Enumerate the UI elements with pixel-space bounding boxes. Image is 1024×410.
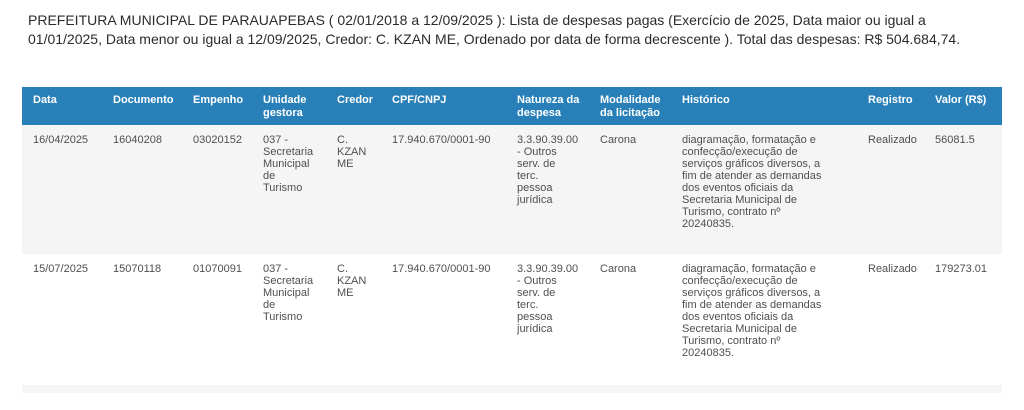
cell-data: 16/04/2025 [22,125,102,254]
column-header-credor: Credor [326,87,381,125]
cell-natureza-da-despesa: 3.3.90.39.00 - Outros serv. de terc. pessoa jurídica [506,254,589,383]
table-row-partial [22,385,1002,393]
cell-historico: diagramação, formatação e confecção/execução de serviços gráficos diversos, a fim de atender as demandas dos eventos oficiais da Secretaria Municipal de Turismo, contrato nº 20240835. [671,125,857,254]
report-summary: PREFEITURA MUNICIPAL DE PARAUAPEBAS ( 02/01/2018 a 12/09/2025 ): Lista de despesas pagas (Exercício de 2025, Data maior ou igual a 01/01/2025, Data menor ou igual a 12/09/2025, Credor: C. KZAN ME, Ordenado por data de forma decrescente ). Total das despesas: R$ 504.684,74. [28,12,961,47]
cell-documento: 16040208 [102,125,182,254]
expenses-table-header [22,87,1002,125]
table-row [22,125,1002,254]
cell-credor: C. KZAN ME [326,254,381,383]
column-header-cpf-cnpj: CPF/CNPJ [381,87,506,125]
column-header-modalidade-da-licitacao: Modalidade da licitação [589,87,671,125]
column-header-empenho: Empenho [182,87,252,125]
column-header-documento: Documento [102,87,182,125]
column-header-valor: Valor (R$) [924,87,1002,125]
column-header-data: Data [22,87,102,125]
cell-unidade-gestora: 037 - Secretaria Municipal de Turismo [252,125,326,254]
cell-documento: 15070118 [102,254,182,383]
expenses-table-body [22,125,1002,383]
cell-credor: C. KZAN ME [326,125,381,254]
header-row [22,87,1002,125]
table-row [22,254,1002,383]
cell-cpf-cnpj: 17.940.670/0001-90 [381,254,506,383]
cell-unidade-gestora: 037 - Secretaria Municipal de Turismo [252,254,326,383]
cell-natureza-da-despesa: 3.3.90.39.00 - Outros serv. de terc. pessoa jurídica [506,125,589,254]
cell-empenho: 03020152 [182,125,252,254]
column-header-natureza-da-despesa: Natureza da despesa [506,87,589,125]
column-header-unidade-gestora: Unidade gestora [252,87,326,125]
cell-registro: Realizado [857,125,924,254]
cell-cpf-cnpj: 17.940.670/0001-90 [381,125,506,254]
cell-historico: diagramação, formatação e confecção/execução de serviços gráficos diversos, a fim de atender as demandas dos eventos oficiais da Secretaria Municipal de Turismo, contrato nº 20240835. [671,254,857,383]
expenses-table [22,87,1002,383]
column-header-historico: Histórico [671,87,857,125]
cell-modalidade-da-licitacao: Carona [589,254,671,383]
cell-empenho: 01070091 [182,254,252,383]
cell-valor: 179273.01 [924,254,1002,383]
cell-modalidade-da-licitacao: Carona [589,125,671,254]
cell-valor: 56081.5 [924,125,1002,254]
cell-registro: Realizado [857,254,924,383]
column-header-registro: Registro [857,87,924,125]
cell-data: 15/07/2025 [22,254,102,383]
